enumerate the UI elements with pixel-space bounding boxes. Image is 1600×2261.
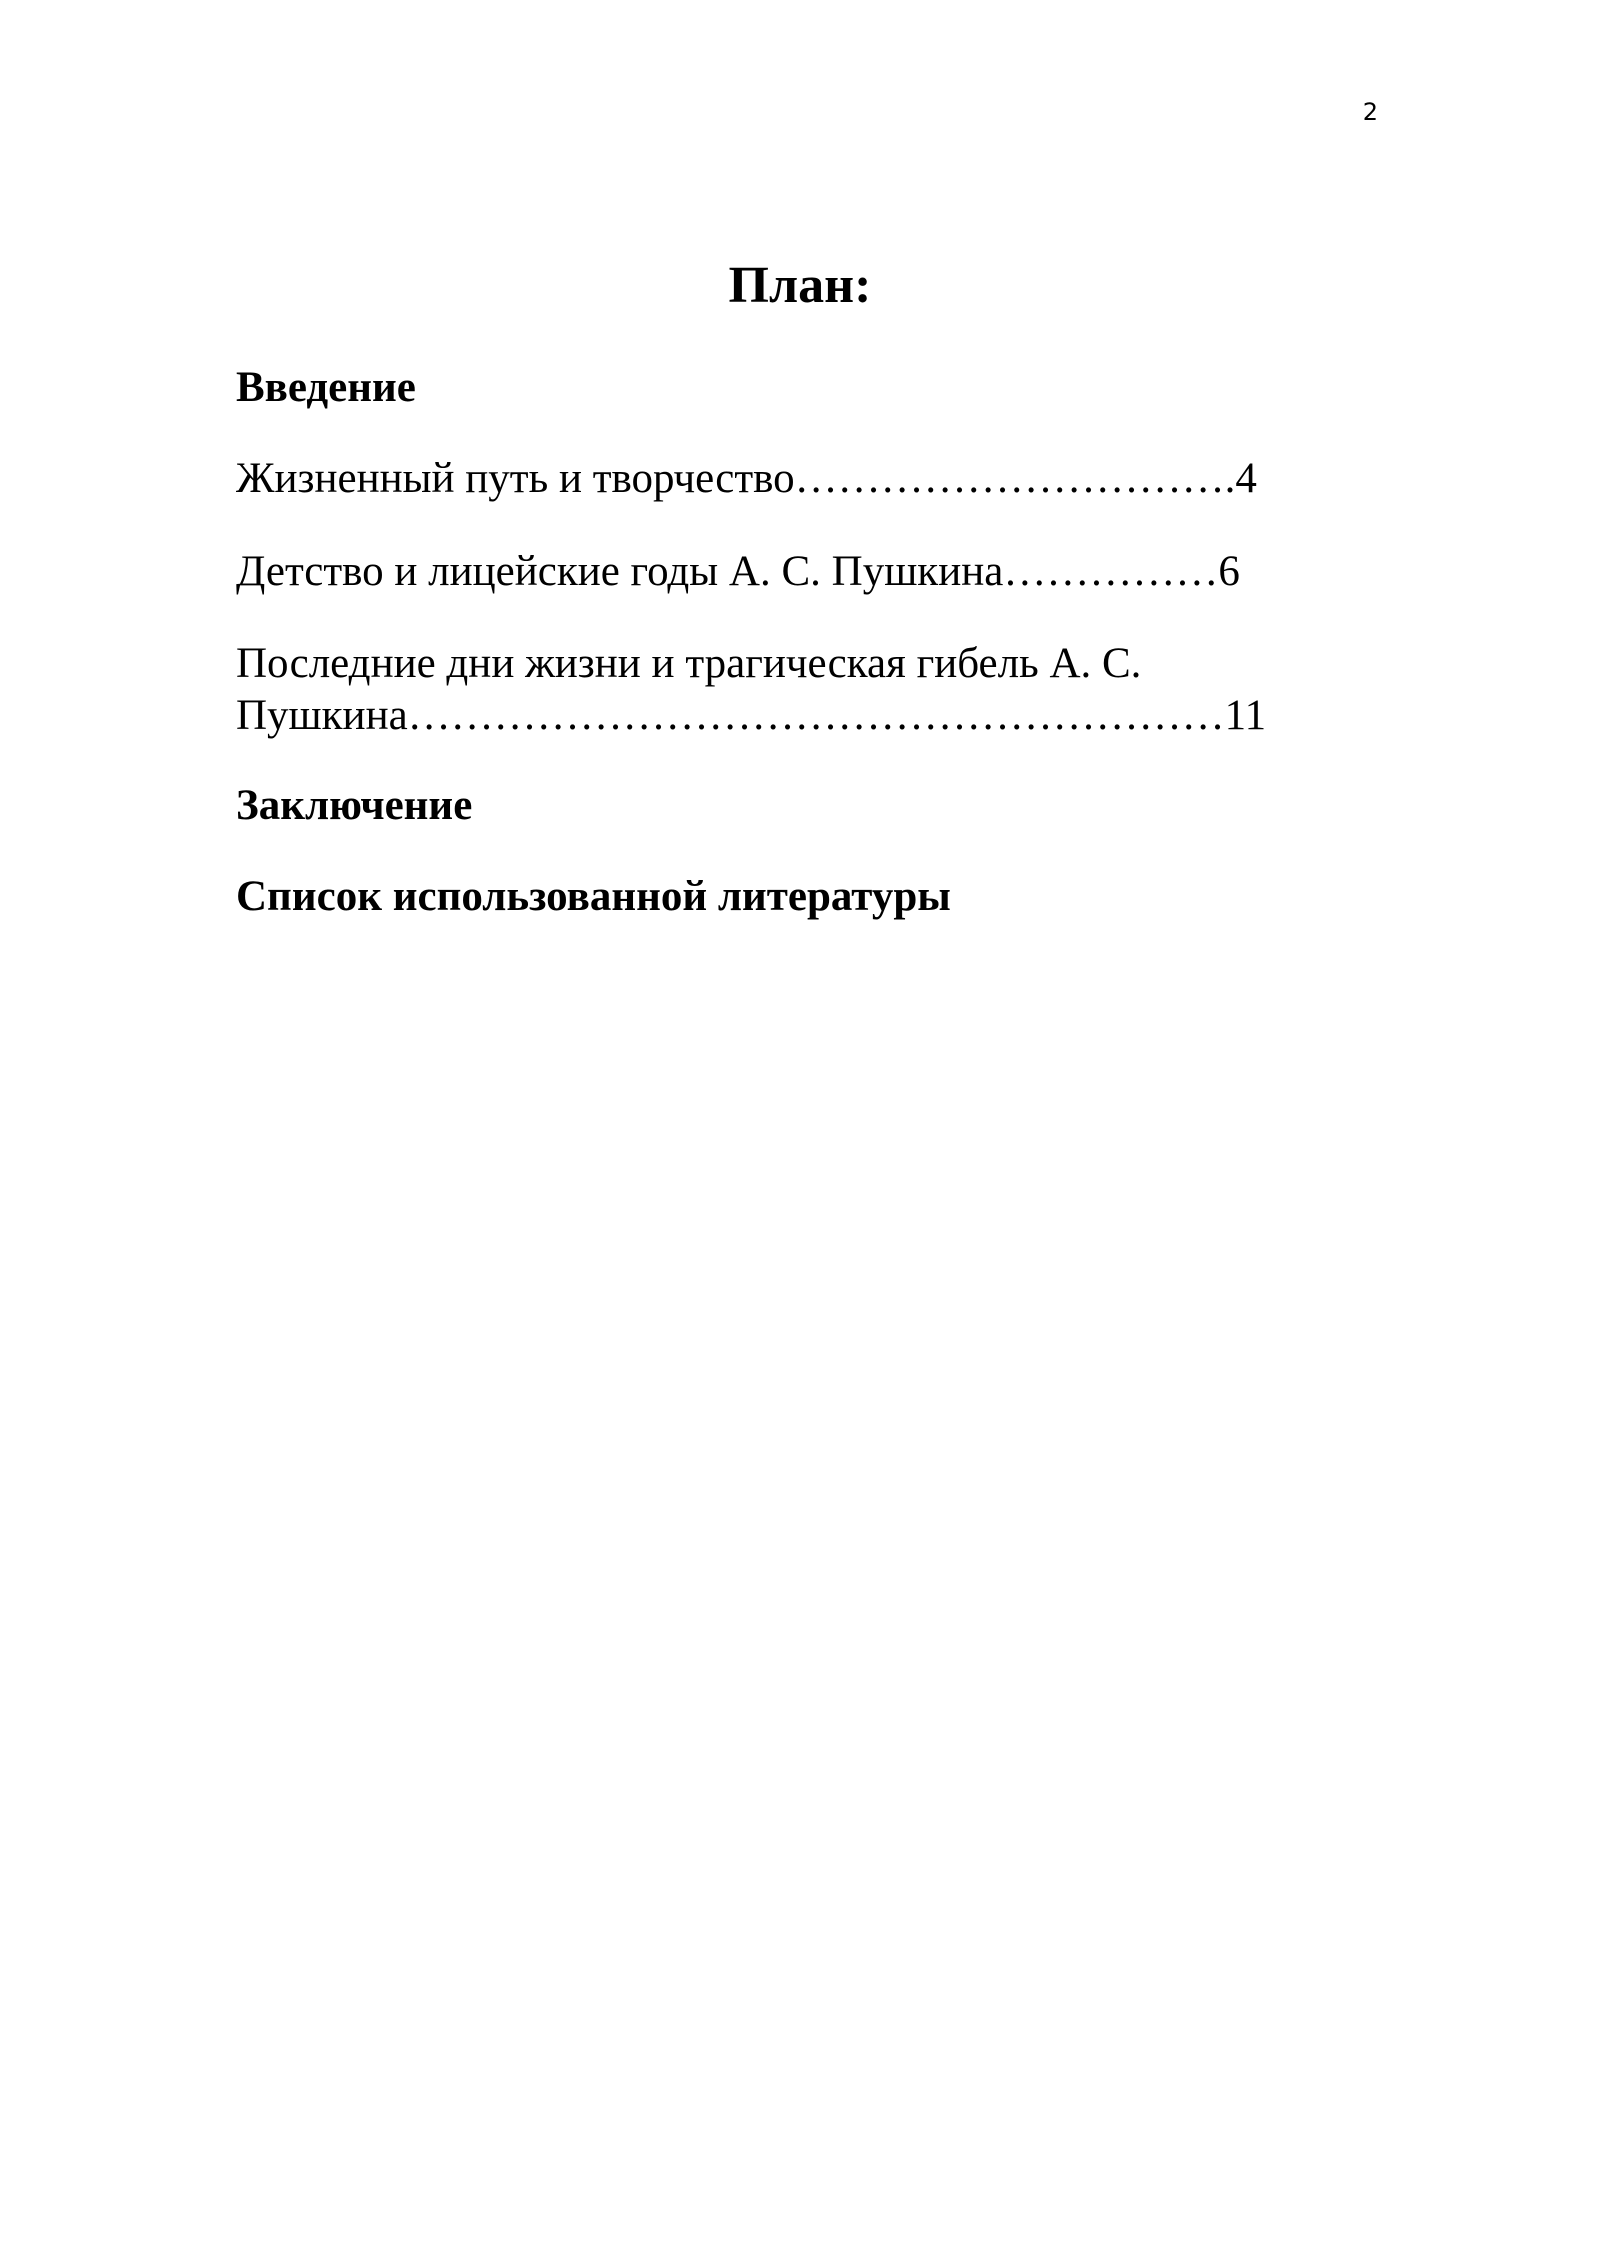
toc-entry-childhood-lyceum[interactable] [236, 546, 1372, 598]
toc-entry-title-line1: Последние дни жизни и трагическая гибель А. С. [236, 640, 1142, 687]
toc-leader-dots: …………………………. [794, 455, 1236, 502]
toc-entry-last-days[interactable] [236, 638, 1372, 742]
toc-leader-dots: ………………………………………………… [407, 692, 1225, 739]
toc-page-number: 11 [1224, 692, 1267, 739]
toc-introduction[interactable]: Введение [236, 364, 416, 411]
toc-conclusion[interactable]: Заключение [236, 782, 473, 829]
toc-page-number: 6 [1218, 548, 1240, 595]
toc-bibliography[interactable]: Список использованной литературы [236, 873, 951, 920]
toc-entry-title: Жизненный путь и творчество [236, 455, 795, 502]
toc-leader-dots: …………… [1003, 548, 1219, 595]
toc-entry-title-line2: Пушкина [236, 692, 408, 739]
page-title: План: [728, 257, 872, 314]
toc-entry-life-and-work[interactable] [236, 453, 1372, 505]
page-number: 2 [1362, 98, 1378, 126]
toc-page-number: 4 [1235, 455, 1257, 502]
toc-entry-title: Детство и лицейские годы А. С. Пушкина [236, 548, 1004, 595]
